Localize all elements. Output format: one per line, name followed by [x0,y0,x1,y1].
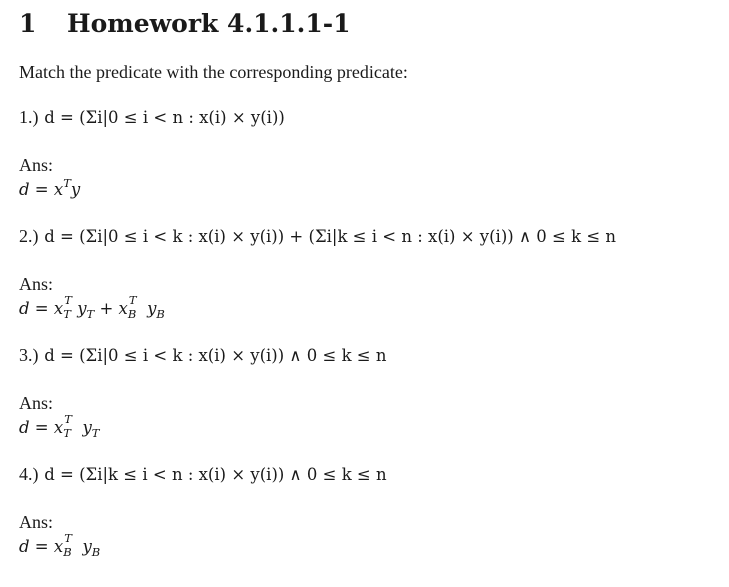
item-4-predicate-line [19,464,387,485]
section-heading [19,8,719,40]
item-2-answer-line [19,293,165,321]
item-2-ans-label-line [19,274,53,295]
item-2-answer: d = x T T $y_T + x$ T B $y_B$ [19,293,165,321]
item-2-ans-label: Ans: [19,274,54,294]
intro-text: Match the predicate with the corresponding predicate: [19,62,408,82]
item-3-predicate-line [19,345,387,366]
item-3-answer: d = x T T $y_T$ [19,412,100,440]
document-page [19,8,719,559]
item-1-predicate-line [19,107,285,128]
item-4-label: 4.) [19,464,39,484]
item-1-ans-label-line [19,155,53,176]
item-4-answer: d = x T B $y_B$ [19,531,101,559]
item-4-answer-line [19,531,101,559]
item-1-answer-line [19,176,81,200]
item-3-ans-label: Ans: [19,393,54,413]
item-4-ans-label: Ans: [19,512,54,532]
item-1-label: 1.) [19,107,39,127]
item-1-predicate: d = (Σi|0 ≤ i < n : x(i) × y(i)) [44,108,285,127]
item-3-label: 3.) [19,345,39,365]
item-3-predicate: d = (Σi|0 ≤ i < k : x(i) × y(i)) ∧ 0 ≤ k ≤ n [44,346,387,365]
item-2-label: 2.) [19,226,39,246]
item-4-predicate: d = (Σi|k ≤ i < n : x(i) × y(i)) ∧ 0 ≤ k ≤ n [44,465,387,484]
item-1-ans-label: Ans: [19,155,54,175]
item-3-ans-label-line [19,393,53,414]
item-1-answer: $d = x^Ty$ [19,176,81,199]
section-number: 1 [19,9,37,38]
section-title: Homework 4.1.1.1-1 [67,9,351,38]
item-4-ans-label-line [19,512,53,533]
item-2-predicate: d = (Σi|0 ≤ i < k : x(i) × y(i)) + (Σi|k ≤ i < n : x(i) × y(i)) ∧ 0 ≤ k ≤ n [44,227,617,246]
item-2-predicate-line [19,226,616,247]
item-3-answer-line [19,412,100,440]
